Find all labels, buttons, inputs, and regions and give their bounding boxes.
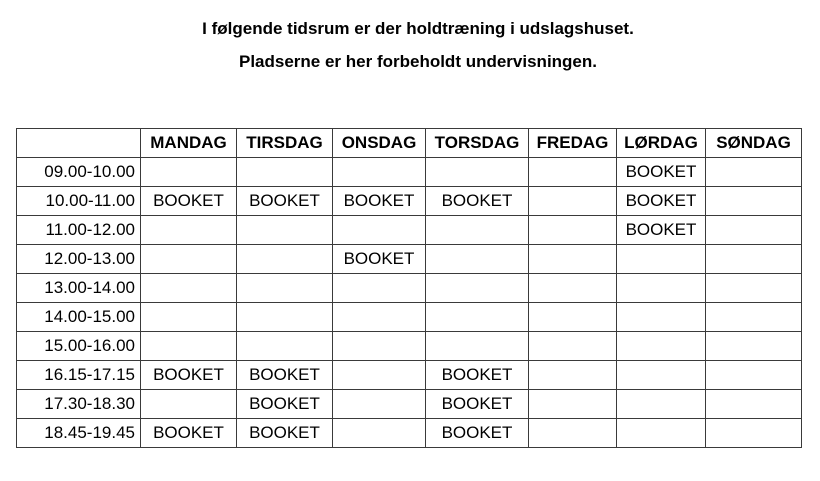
table-row [17,361,802,390]
schedule-cell [706,274,802,303]
schedule-cell [333,361,426,390]
schedule-cell: BOOKET [141,187,237,216]
schedule-cell: BOOKET [426,361,529,390]
page-title: I følgende tidsrum er der holdtræning i udslagshuset. [202,19,634,38]
schedule-cell [426,332,529,361]
schedule-cell [706,187,802,216]
schedule-cell: BOOKET [237,390,333,419]
schedule-cell: BOOKET [237,419,333,448]
schedule-cell [141,158,237,187]
schedule-cell [706,158,802,187]
schedule-cell [706,216,802,245]
schedule-cell [617,274,706,303]
table-row [17,245,802,274]
schedule-cell [529,390,617,419]
schedule-cell [141,390,237,419]
schedule-cell [141,216,237,245]
schedule-cell [529,187,617,216]
column-header-sunday: SØNDAG [706,129,802,158]
time-slot-label: 09.00-10.00 [17,158,141,187]
booking-schedule-table [16,128,802,448]
schedule-cell [333,303,426,332]
schedule-cell [237,303,333,332]
table-row [17,158,802,187]
column-header-wednesday: ONSDAG [333,129,426,158]
schedule-cell [529,274,617,303]
schedule-cell: BOOKET [333,245,426,274]
schedule-cell [617,390,706,419]
schedule-cell [529,216,617,245]
schedule-cell: BOOKET [333,187,426,216]
time-slot-label: 18.45-19.45 [17,419,141,448]
schedule-cell [333,158,426,187]
time-slot-label: 17.30-18.30 [17,390,141,419]
schedule-cell [529,303,617,332]
schedule-cell [617,332,706,361]
schedule-cell [333,419,426,448]
schedule-cell [141,274,237,303]
table-row [17,332,802,361]
schedule-cell [237,216,333,245]
schedule-cell [617,419,706,448]
schedule-cell [237,158,333,187]
schedule-cell: BOOKET [617,158,706,187]
schedule-cell [333,332,426,361]
schedule-cell [617,361,706,390]
column-header-tuesday: TIRSDAG [237,129,333,158]
corner-cell [17,129,141,158]
schedule-cell [237,332,333,361]
schedule-cell [706,390,802,419]
table-header-row [17,129,802,158]
schedule-cell: BOOKET [426,187,529,216]
table-row [17,216,802,245]
schedule-cell [529,332,617,361]
schedule-cell: BOOKET [426,390,529,419]
time-slot-label: 16.15-17.15 [17,361,141,390]
time-slot-label: 10.00-11.00 [17,187,141,216]
time-slot-label: 13.00-14.00 [17,274,141,303]
schedule-cell [617,303,706,332]
schedule-cell [529,245,617,274]
schedule-cell [141,332,237,361]
schedule-cell: BOOKET [141,361,237,390]
schedule-cell [237,274,333,303]
time-slot-label: 15.00-16.00 [17,332,141,361]
schedule-cell [426,303,529,332]
schedule-cell [141,303,237,332]
page-subtitle: Pladserne er her forbeholdt undervisningen. [238,52,597,71]
schedule-cell [333,216,426,245]
table-row [17,303,802,332]
schedule-cell [706,245,802,274]
time-slot-label: 12.00-13.00 [17,245,141,274]
schedule-cell [529,419,617,448]
schedule-cell: BOOKET [237,187,333,216]
table-row [17,274,802,303]
schedule-cell [706,303,802,332]
schedule-cell [333,390,426,419]
schedule-cell [706,332,802,361]
schedule-cell [426,274,529,303]
table-row [17,187,802,216]
schedule-cell [617,245,706,274]
schedule-cell: BOOKET [141,419,237,448]
column-header-monday: MANDAG [141,129,237,158]
schedule-cell [237,245,333,274]
time-slot-label: 14.00-15.00 [17,303,141,332]
schedule-cell [706,361,802,390]
time-slot-label: 11.00-12.00 [17,216,141,245]
column-header-saturday: LØRDAG [617,129,706,158]
schedule-cell: BOOKET [426,419,529,448]
schedule-cell [426,158,529,187]
schedule-cell [141,245,237,274]
schedule-cell: BOOKET [617,216,706,245]
schedule-cell [529,158,617,187]
table-row [17,390,802,419]
schedule-cell: BOOKET [617,187,706,216]
schedule-cell [333,274,426,303]
table-row [17,419,802,448]
schedule-cell [529,361,617,390]
schedule-cell: BOOKET [237,361,333,390]
schedule-cell [426,216,529,245]
column-header-thursday: TORSDAG [426,129,529,158]
schedule-cell [706,419,802,448]
schedule-cell [426,245,529,274]
column-header-friday: FREDAG [529,129,617,158]
